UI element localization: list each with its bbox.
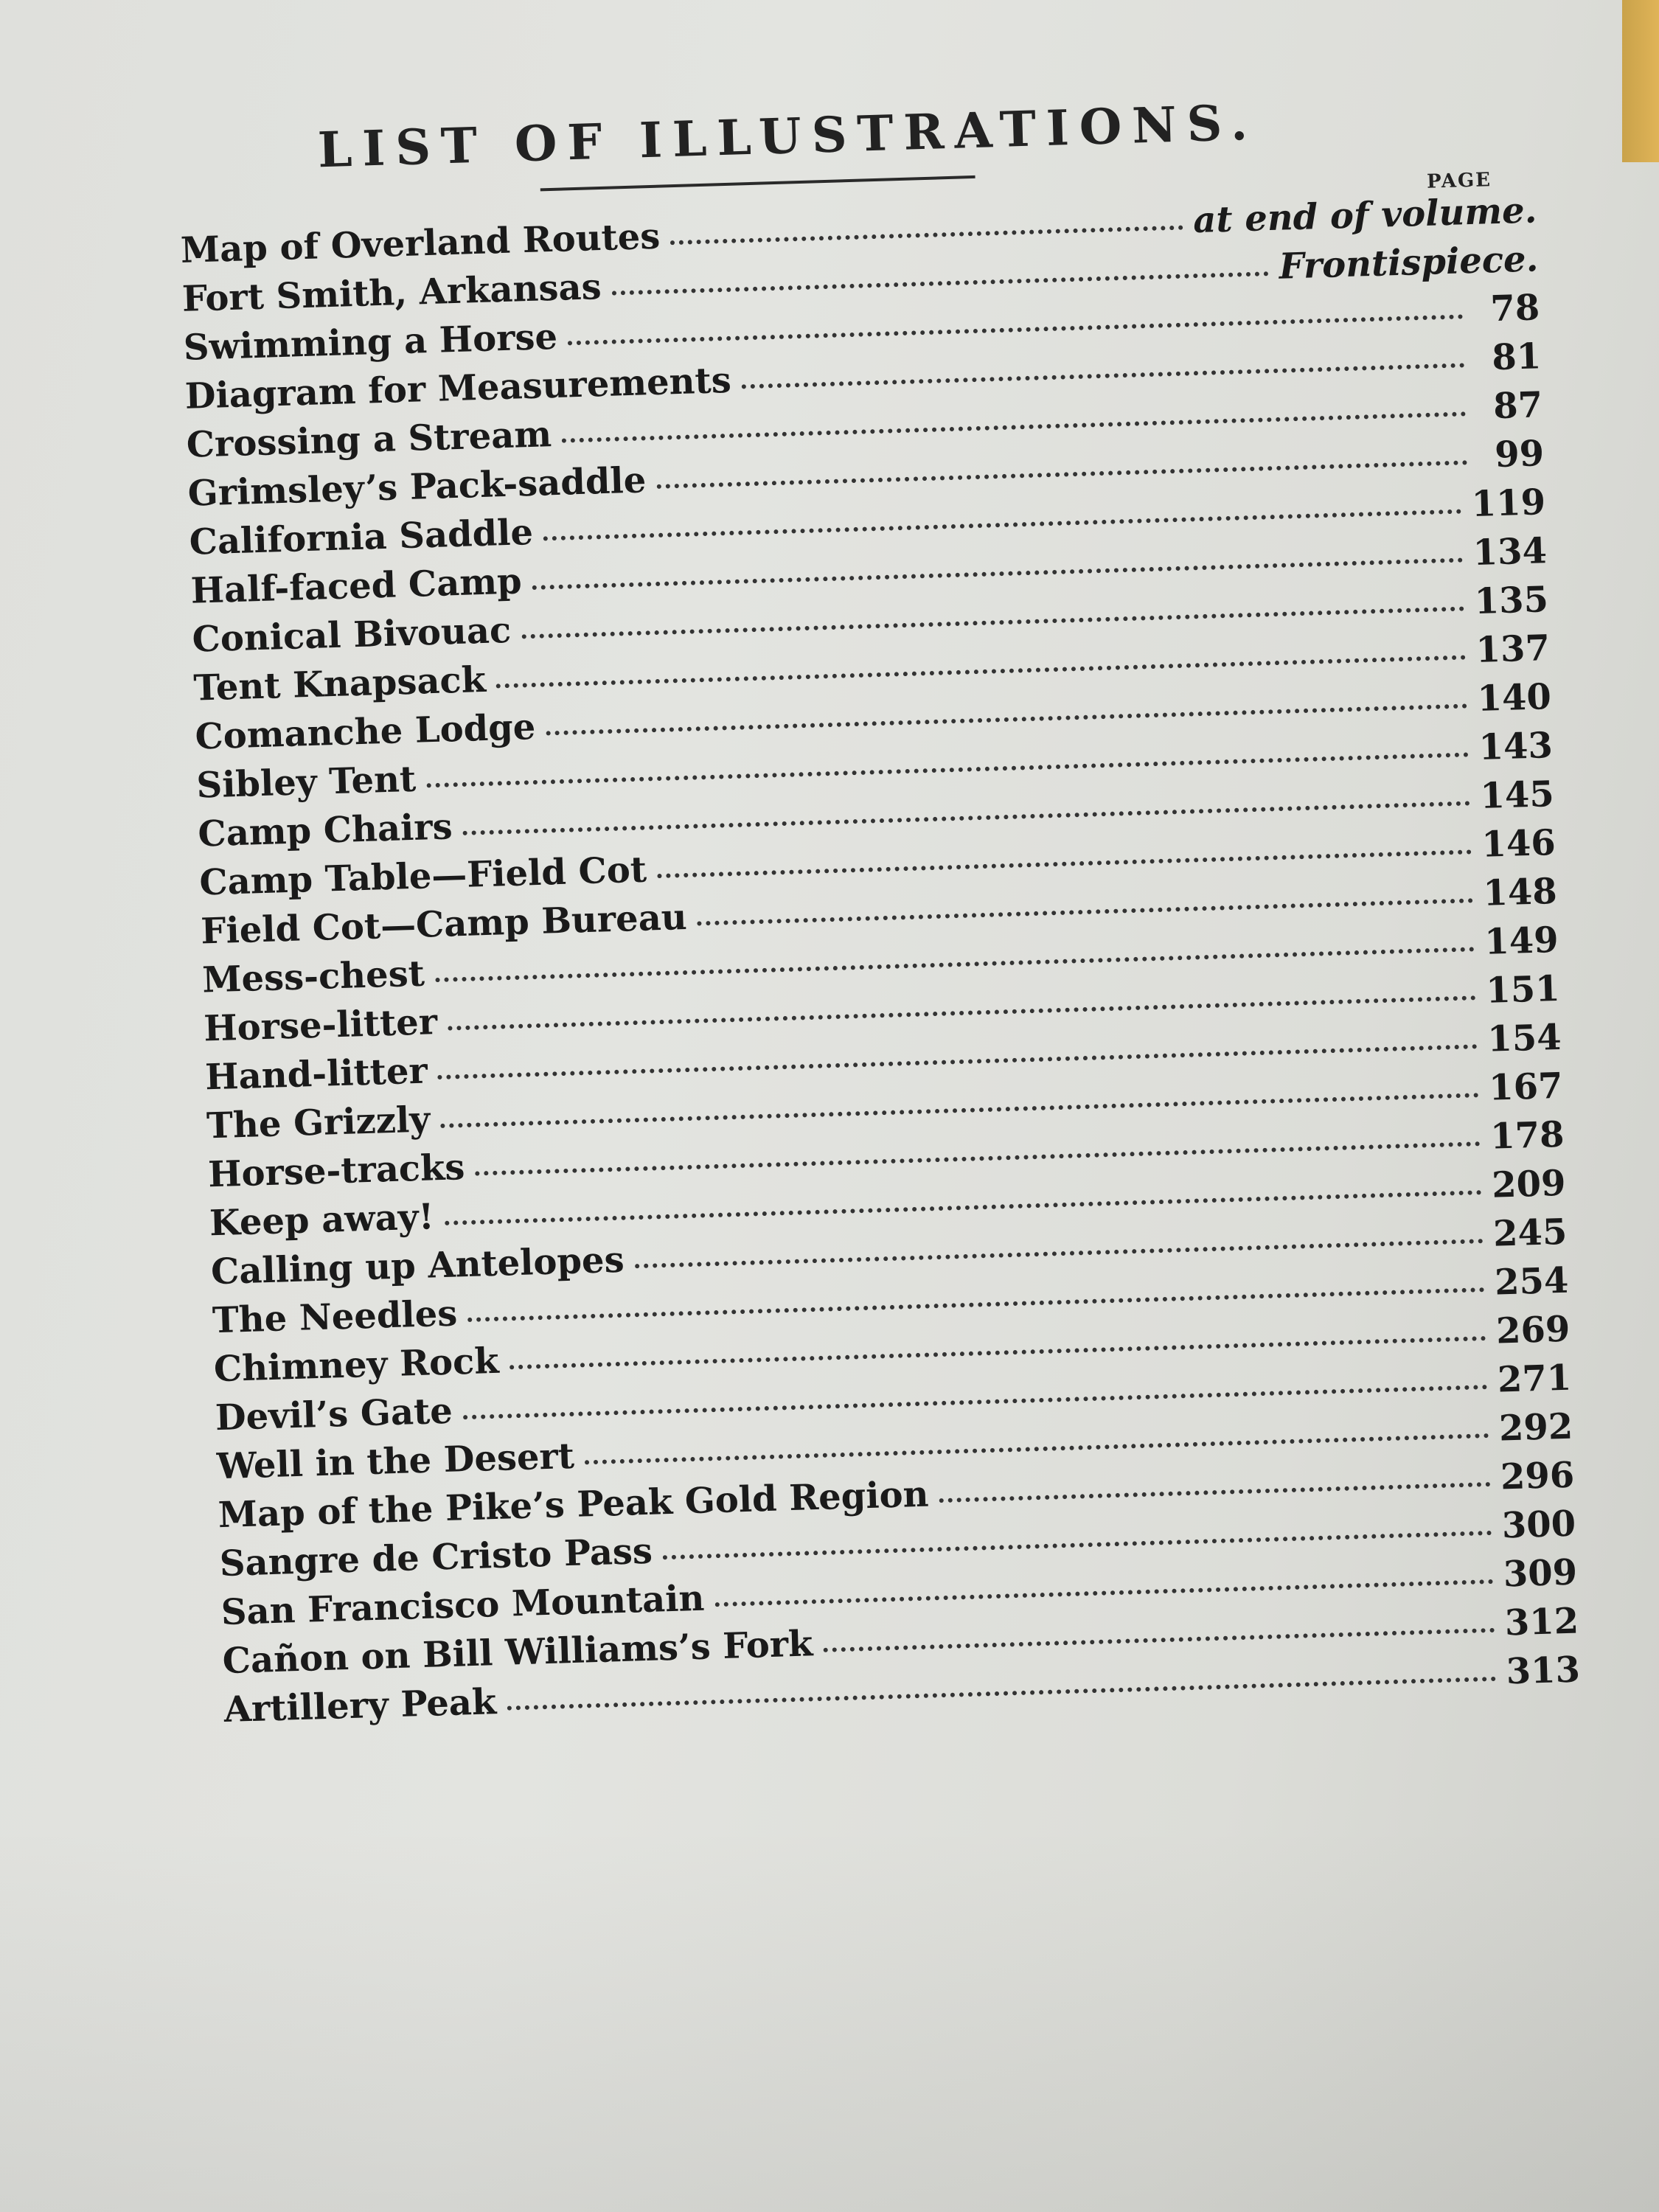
entry-label: Chimney Rock (213, 1340, 500, 1391)
entry-label: California Saddle (188, 511, 534, 563)
entry-label: Map of Overland Routes (180, 215, 661, 271)
entry-page: 245 (1492, 1211, 1568, 1255)
entry-page: 137 (1475, 627, 1551, 672)
entry-label: Camp Table—Field Cot (198, 849, 647, 904)
entry-page: 149 (1484, 919, 1559, 963)
entry-page: 300 (1501, 1503, 1576, 1547)
entry-label: Swimming a Horse (183, 316, 558, 369)
entry-page: at end of volume. (1192, 189, 1538, 242)
page-edge (1622, 0, 1659, 162)
entry-page: 134 (1472, 530, 1548, 574)
entry-page: 87 (1492, 384, 1543, 428)
entry-page: 209 (1491, 1162, 1567, 1206)
entry-page: 292 (1498, 1405, 1574, 1450)
entry-label: Camp Chairs (197, 806, 453, 855)
entries-list (180, 189, 1581, 1738)
leader-dots (939, 1476, 1490, 1503)
leader-dots (546, 698, 1467, 735)
leader-dots (742, 357, 1465, 389)
entry-page: 178 (1489, 1113, 1565, 1158)
entry-page: 151 (1485, 967, 1561, 1012)
entry-page: 148 (1482, 870, 1558, 914)
entry-label: Sangre de Cristo Pass (219, 1530, 653, 1585)
entry-label: Diagram for Measurements (184, 359, 732, 417)
entry-label: Horse-litter (203, 1001, 438, 1050)
leader-dots (714, 1573, 1493, 1607)
entry-label: Horse-tracks (207, 1147, 466, 1196)
entry-page: 312 (1504, 1600, 1579, 1644)
entry-label: Devil’s Gate (215, 1390, 453, 1439)
entry-label: Keep away! (209, 1196, 435, 1245)
leader-dots (663, 1525, 1492, 1559)
entry-page: 140 (1476, 676, 1552, 720)
entry-page: 269 (1495, 1308, 1571, 1352)
entry-label: Tent Knapsack (192, 658, 487, 709)
entry-label: Mess-chest (201, 953, 425, 1001)
entry-page: 145 (1479, 773, 1555, 817)
entry-label: Sibley Tent (195, 758, 417, 807)
entry-page: 78 (1489, 287, 1540, 330)
entry-page: 146 (1481, 821, 1557, 866)
leader-dots (585, 1427, 1489, 1464)
entry-label: Grimsley’s Pack-saddle (187, 459, 647, 515)
leader-dots (611, 265, 1269, 295)
entry-label: Comanche Lodge (194, 706, 537, 758)
entry-label: Artillery Peak (223, 1681, 497, 1731)
leader-dots (568, 308, 1464, 345)
entry-page: 271 (1497, 1357, 1573, 1401)
entry-page: 119 (1470, 481, 1546, 526)
entry-page: 99 (1494, 433, 1545, 476)
page-shadow (0, 1829, 1659, 2212)
entry-label: Map of the Pike’s Peak Gold Region (218, 1473, 930, 1537)
entry-label: Cañon on Bill Williams’s Fork (221, 1623, 814, 1683)
illustrations-list (177, 85, 1581, 1738)
entry-page: Frontispiece. (1278, 238, 1540, 288)
page-column-header: PAGE (1426, 169, 1492, 193)
entry-label: Field Cot—Camp Bureau (200, 896, 688, 953)
entry-page: 143 (1478, 725, 1554, 768)
entry-page: 309 (1503, 1551, 1578, 1596)
entry-label: Fort Smith, Arkansas (181, 266, 602, 320)
leader-dots (657, 844, 1472, 878)
entry-label: Half-faced Camp (189, 560, 523, 612)
entry-label: Well in the Desert (216, 1435, 575, 1488)
entry-page: 296 (1500, 1454, 1575, 1498)
entry-label: Crossing a Stream (186, 414, 552, 466)
leader-dots (656, 454, 1467, 489)
entry-label: Conical Bivouac (191, 609, 512, 661)
leader-dots (562, 406, 1467, 442)
entry-page: 135 (1473, 579, 1549, 623)
entry-page: 167 (1488, 1065, 1564, 1109)
entry-label: San Francisco Mountain (220, 1577, 706, 1634)
leader-dots (507, 1671, 1496, 1711)
entry-label: The Needles (212, 1293, 458, 1342)
entry-label: The Grizzly (206, 1099, 431, 1147)
leader-dots (823, 1622, 1495, 1652)
leader-dots (698, 892, 1473, 925)
leader-dots (634, 1233, 1483, 1268)
page-title: LIST OF ILLUSTRATIONS. (316, 93, 1259, 179)
entry-page: 254 (1494, 1259, 1570, 1304)
entry-label: Calling up Antelopes (210, 1239, 625, 1293)
leader-dots (543, 504, 1461, 541)
entry-page: 313 (1505, 1649, 1581, 1693)
leader-dots (521, 600, 1464, 639)
entry-page: 154 (1486, 1016, 1562, 1060)
entry-page: 81 (1491, 335, 1542, 379)
leader-dots (670, 220, 1183, 246)
leader-dots (532, 552, 1463, 590)
entry-label: Hand-litter (204, 1050, 428, 1099)
